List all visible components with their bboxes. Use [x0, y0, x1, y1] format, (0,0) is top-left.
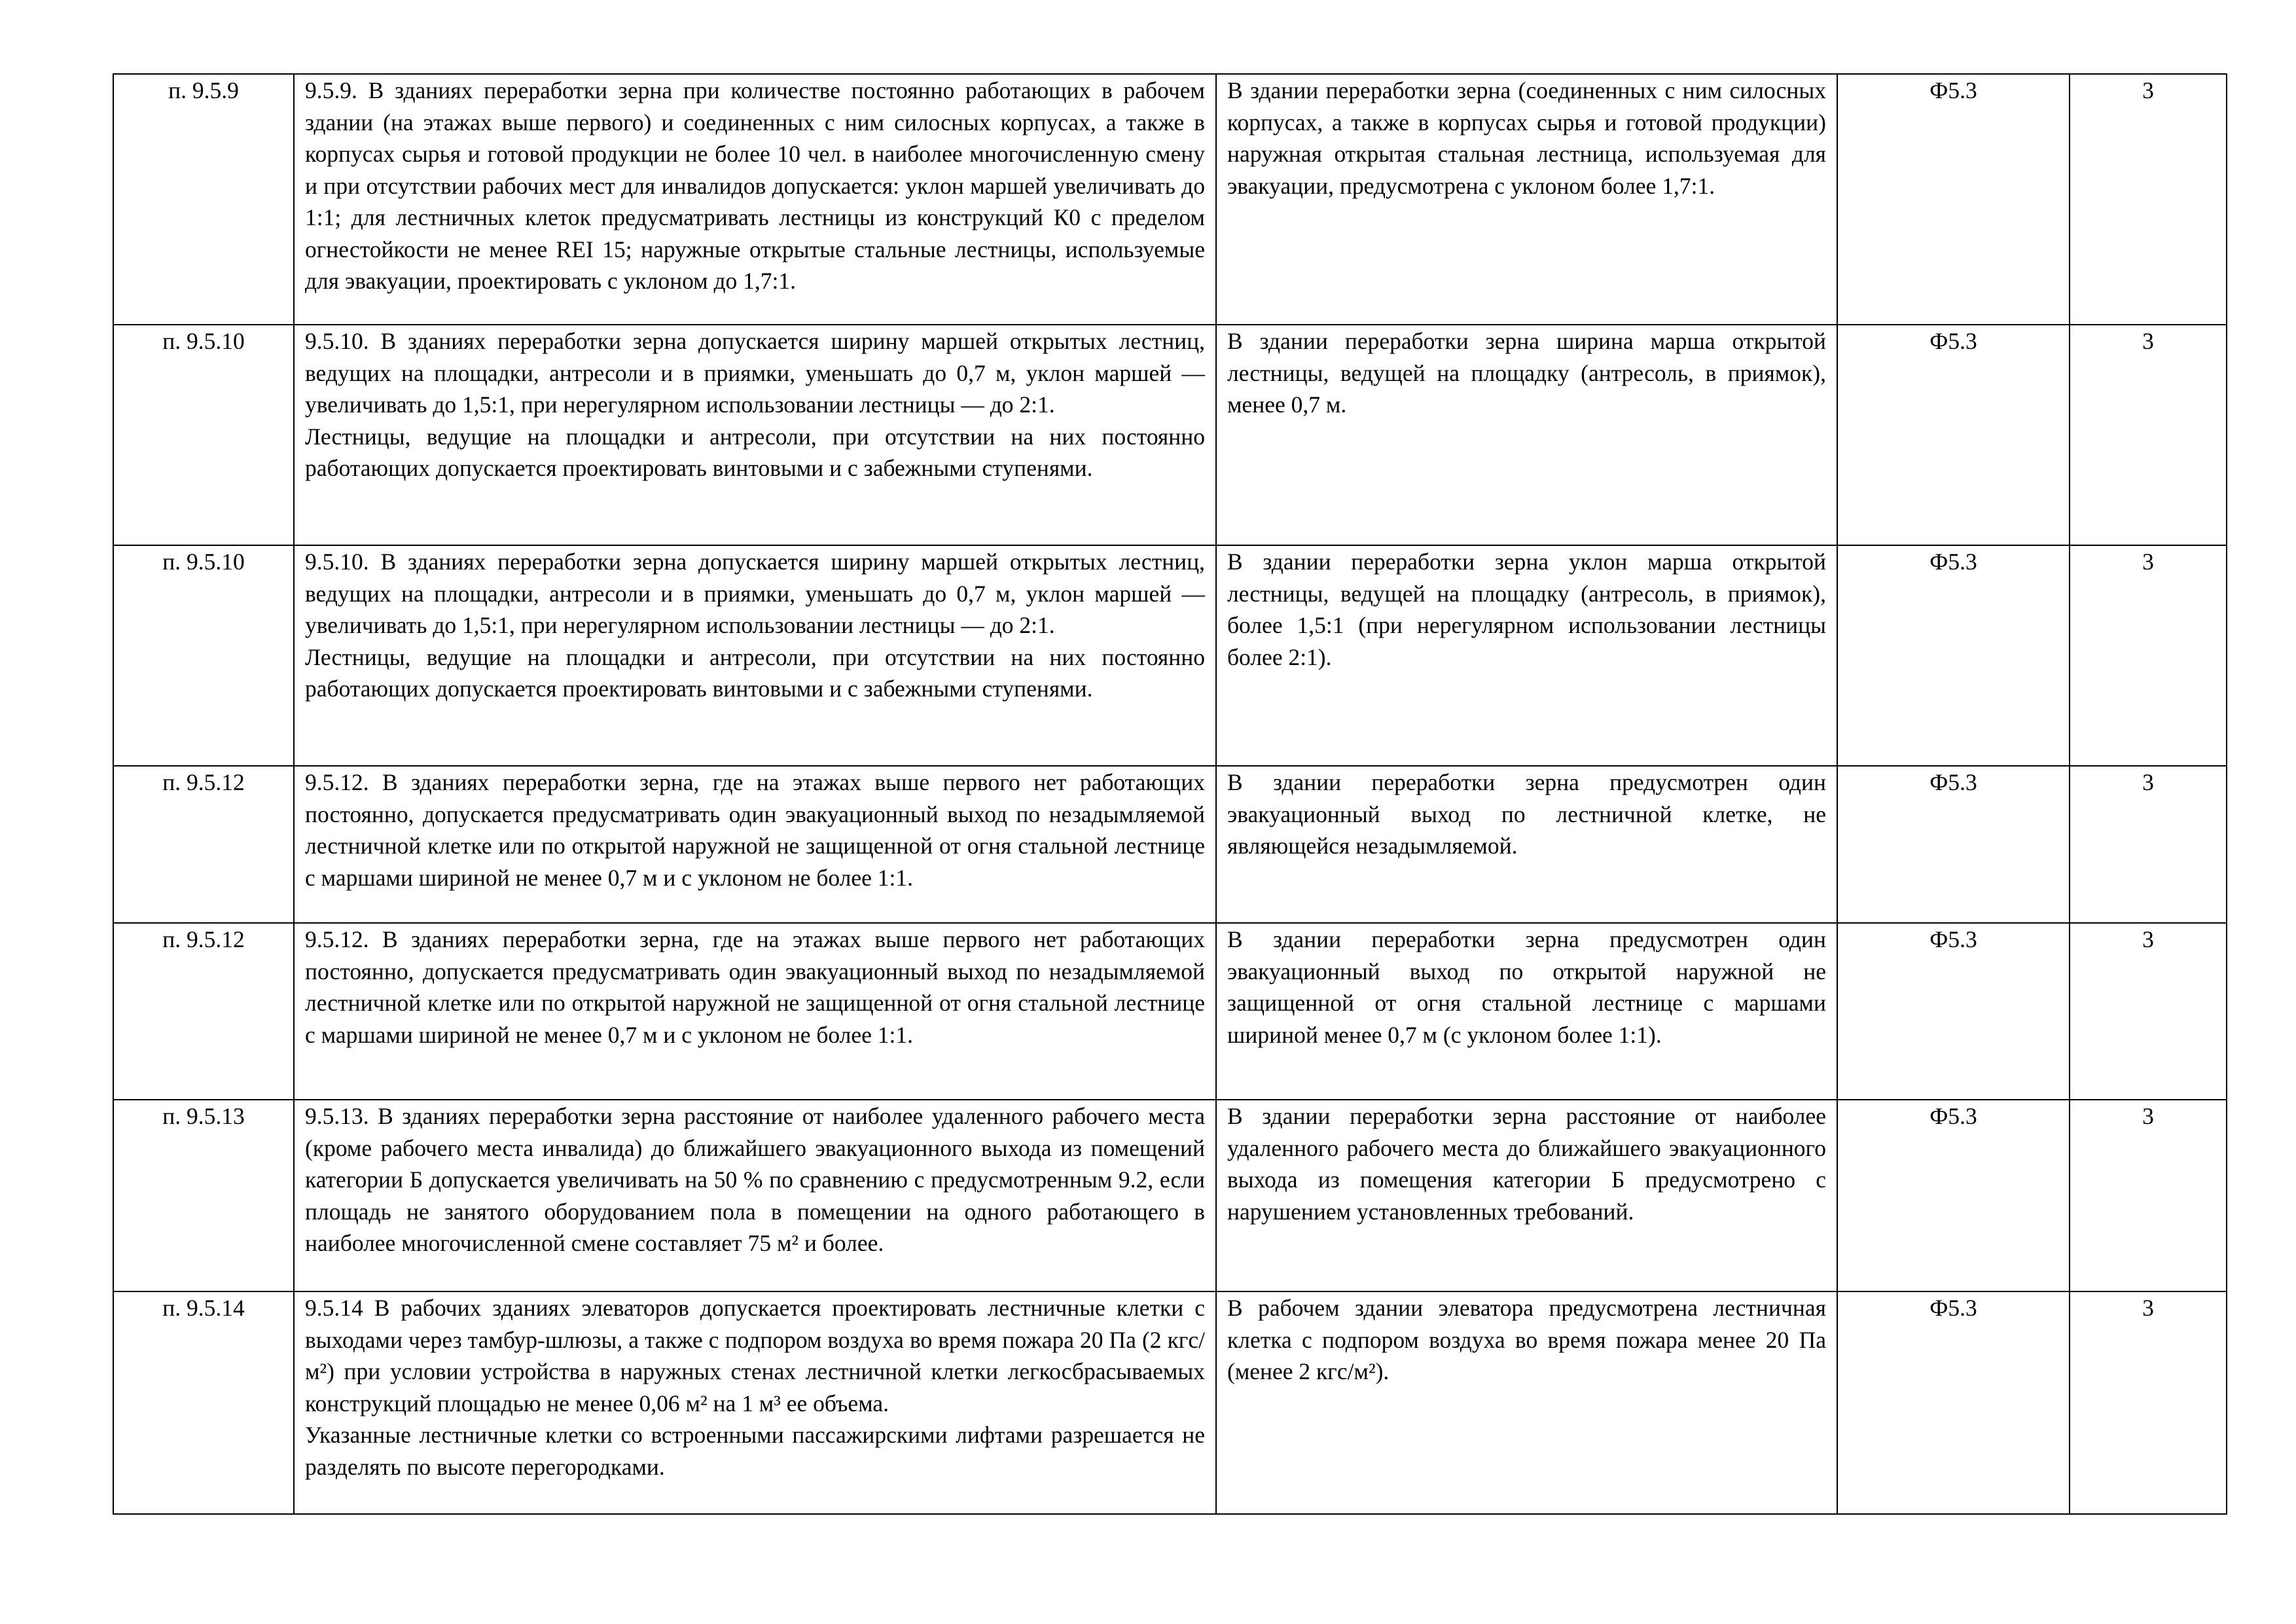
hazard-class: Ф5.3	[1837, 766, 2070, 923]
table-row	[113, 766, 2227, 923]
violation-text: В здании переработки зерна уклон марша открытой лестницы, ведущей на площадку (антресоль, в приямок), более 1,5:1 (при нерегулярном использовании лестницы более 2:1).	[1227, 549, 1826, 670]
violation-text: В здании переработки зерна (соединенных с ним силосных корпусах, а также в корпусах сырья и готовой продукции) наружная открытая стальная лестница, используемая для эвакуации, предусмотрена с уклоном более 1,7:1.	[1227, 77, 1826, 199]
violation-text: В здании переработки зерна ширина марша открытой лестницы, ведущей на площадку (антресоль, в приямок), менее 0,7 м.	[1227, 328, 1826, 418]
requirement-paragraph: 9.5.13. В зданиях переработки зерна расстояние от наиболее удаленного рабочего места (кроме рабочего места инвалида) до ближайшего эвакуационного выхода из помещений категории Б допускается увеличивать на 50 % по сравнению с предусмотренным 9.2, если площадь не занятого оборудованием пола в помещении на одного работающего в наиболее многочисленной смене составляет 75 м² и более.	[305, 1103, 1205, 1256]
violation-description	[1216, 325, 1837, 545]
requirements-table	[113, 73, 2227, 1515]
requirement-paragraph: 9.5.12. В зданиях переработки зерна, где на этажах выше первого нет работающих постоянно, допускается предусматривать один эвакуационный выход по незадымляемой лестничной клетке или по открытой наружной не защищенной от огня стальной лестнице с маршами шириной не менее 0,7 м и с уклоном не более 1:1.	[305, 769, 1205, 891]
hazard-class: Ф5.3	[1837, 325, 2070, 545]
table-row	[113, 74, 2227, 325]
requirement-text	[294, 74, 1216, 325]
document-page	[113, 73, 2226, 1515]
table-row	[113, 1291, 2227, 1514]
requirement-text	[294, 325, 1216, 545]
requirement-paragraph: 9.5.10. В зданиях переработки зерна допускается ширину маршей открытых лестниц, ведущих на площадки, антресоли и в приямки, уменьшать до 0,7 м, уклон маршей — увеличивать до 1,5:1, при нерегулярном использовании лестницы — до 2:1.	[305, 549, 1205, 638]
requirement-paragraph: Лестницы, ведущие на площадки и антресоли, при отсутствии на них постоянно работающих допускается проектировать винтовыми и с забежными ступенями.	[305, 643, 1205, 702]
clause-reference: п. 9.5.13	[113, 1100, 294, 1291]
category-value: 3	[2070, 74, 2227, 325]
violation-text: В рабочем здании элеватора предусмотрена лестничная клетка с подпором воздуха во время пожара менее 20 Па (менее 2 кгс/м²).	[1227, 1295, 1826, 1384]
requirement-paragraph: Лестницы, ведущие на площадки и антресоли, при отсутствии на них постоянно работающих допускается проектировать винтовыми и с забежными ступенями.	[305, 423, 1205, 481]
clause-reference: п. 9.5.12	[113, 766, 294, 923]
table-row	[113, 325, 2227, 545]
table-row	[113, 923, 2227, 1100]
requirement-paragraph: 9.5.9. В зданиях переработки зерна при количестве постоянно работающих в рабочем здании (на этажах выше первого) и соединенных с ним силосных корпусах, а также в корпусах сырья и готовой продукции не более 10 чел. в наиболее многочисленную смену и при отсутствии рабочих мест для инвалидов допускается: уклон маршей увеличивать до 1:1; для лестничных клеток предусматривать лестницы из конструкций К0 с пределом огнестойкости не менее REI 15; наружные открытые стальные лестницы, используемые для эвакуации, проектировать с уклоном до 1,7:1.	[305, 77, 1205, 294]
violation-description	[1216, 923, 1837, 1100]
violation-description	[1216, 545, 1837, 766]
category-value: 3	[2070, 1100, 2227, 1291]
violation-description	[1216, 1291, 1837, 1514]
category-value: 3	[2070, 923, 2227, 1100]
hazard-class: Ф5.3	[1837, 923, 2070, 1100]
requirement-paragraph: 9.5.10. В зданиях переработки зерна допускается ширину маршей открытых лестниц, ведущих на площадки, антресоли и в приямки, уменьшать до 0,7 м, уклон маршей — увеличивать до 1,5:1, при нерегулярном использовании лестницы — до 2:1.	[305, 328, 1205, 418]
hazard-class: Ф5.3	[1837, 1291, 2070, 1514]
hazard-class: Ф5.3	[1837, 1100, 2070, 1291]
violation-text: В здании переработки зерна предусмотрен один эвакуационный выход по лестничной клетке, не являющейся незадымляемой.	[1227, 769, 1826, 859]
requirement-text	[294, 1291, 1216, 1514]
requirement-paragraph: 9.5.12. В зданиях переработки зерна, где на этажах выше первого нет работающих постоянно, допускается предусматривать один эвакуационный выход по незадымляемой лестничной клетке или по открытой наружной не защищенной от огня стальной лестнице с маршами шириной не менее 0,7 м и с уклоном не более 1:1.	[305, 926, 1205, 1048]
requirement-text	[294, 545, 1216, 766]
category-value: 3	[2070, 766, 2227, 923]
requirement-paragraph: Указанные лестничные клетки со встроенными пассажирскими лифтами разрешается не разделять по высоте перегородками.	[305, 1422, 1205, 1480]
violation-text: В здании переработки зерна расстояние от наиболее удаленного рабочего места до ближайшего эвакуационного выхода из помещения категории Б предусмотрено с нарушением установленных требований.	[1227, 1103, 1826, 1225]
clause-reference: п. 9.5.14	[113, 1291, 294, 1514]
clause-reference: п. 9.5.10	[113, 545, 294, 766]
violation-description	[1216, 1100, 1837, 1291]
violation-description	[1216, 74, 1837, 325]
category-value: 3	[2070, 545, 2227, 766]
clause-reference: п. 9.5.9	[113, 74, 294, 325]
clause-reference: п. 9.5.12	[113, 923, 294, 1100]
category-value: 3	[2070, 325, 2227, 545]
table-row	[113, 545, 2227, 766]
violation-description	[1216, 766, 1837, 923]
requirement-text	[294, 766, 1216, 923]
category-value: 3	[2070, 1291, 2227, 1514]
requirement-text	[294, 1100, 1216, 1291]
violation-text: В здании переработки зерна предусмотрен один эвакуационный выход по открытой наружной не защищенной от огня стальной лестнице с маршами шириной менее 0,7 м (с уклоном более 1:1).	[1227, 926, 1826, 1048]
requirements-table-body	[113, 74, 2227, 1514]
hazard-class: Ф5.3	[1837, 545, 2070, 766]
requirement-text	[294, 923, 1216, 1100]
clause-reference: п. 9.5.10	[113, 325, 294, 545]
requirement-paragraph: 9.5.14 В рабочих зданиях элеваторов допускается проектировать лестничные клетки с выходами через тамбур-шлюзы, а также с подпором воздуха во время пожара 20 Па (2 кгс/м²) при условии устройства в наружных стенах лестничной клетки легкосбрасываемых конструкций площадью не менее 0,06 м² на 1 м³ ее объема.	[305, 1295, 1205, 1416]
hazard-class: Ф5.3	[1837, 74, 2070, 325]
table-row	[113, 1100, 2227, 1291]
